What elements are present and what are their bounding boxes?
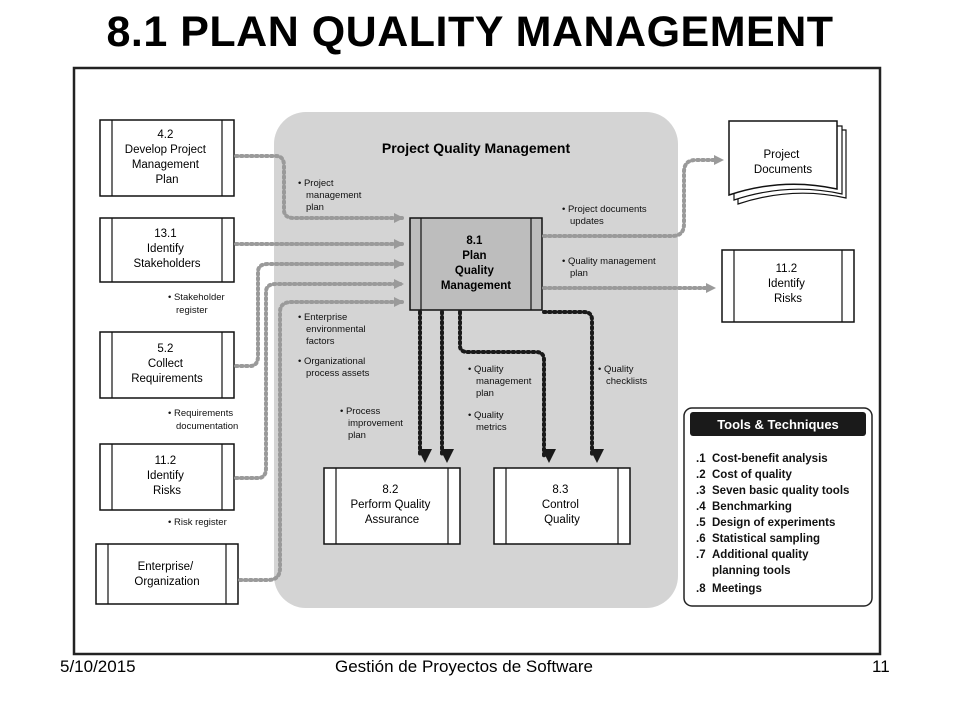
process-box-8-3[interactable] bbox=[494, 468, 630, 544]
slide-title: 8.1 PLAN QUALITY MANAGEMENT bbox=[106, 8, 834, 56]
tools-techniques-heading: Tools & Techniques bbox=[717, 417, 839, 432]
tools-item-4: .4 Benchmarking bbox=[696, 501, 792, 513]
flow-label-project-documents-updates: • Project documents updates bbox=[562, 204, 647, 227]
flow-label-requirements-documentation: • Requirements documentation bbox=[168, 408, 239, 432]
flow-label-quality-management-plan-risk: • Quality management plan bbox=[562, 256, 656, 279]
process-box-4-2[interactable] bbox=[100, 120, 234, 196]
tools-item-8: .8 Meetings bbox=[696, 583, 762, 595]
process-box-13-1[interactable] bbox=[100, 218, 234, 282]
process-line: Identify bbox=[146, 243, 184, 255]
process-line: Collect bbox=[147, 358, 183, 370]
flow-label-opa: • Organizational process assets bbox=[298, 356, 370, 379]
knowledge-area-title: Project Quality Management bbox=[381, 140, 571, 156]
process-box-11-2-output[interactable] bbox=[722, 250, 854, 322]
tools-item-7: .7 Additional quality planning tools bbox=[696, 549, 809, 577]
center-process-line-2: Quality bbox=[454, 265, 494, 277]
footer-page-number: 11 bbox=[872, 657, 890, 676]
process-line: Assurance bbox=[364, 514, 420, 526]
process-number: 11.2 bbox=[775, 263, 798, 275]
flow-label-eef: • Enterprise environmental factors bbox=[298, 312, 366, 347]
process-line: Risks bbox=[152, 485, 182, 497]
flow-label-process-improvement-plan: • Process improvement plan bbox=[340, 406, 403, 441]
process-line: Quality bbox=[544, 514, 580, 526]
process-number: 8.2 bbox=[382, 484, 399, 496]
tools-item-1: .1 Cost-benefit analysis bbox=[696, 453, 828, 465]
process-box-5-2[interactable] bbox=[100, 332, 234, 398]
footer-date: 5/10/2015 bbox=[60, 657, 136, 676]
process-line: Risks bbox=[773, 293, 803, 305]
flow-label-risk-register: • Risk register bbox=[168, 517, 227, 528]
flow-label-quality-metrics: • Quality metrics bbox=[468, 410, 507, 433]
process-number: 8.3 bbox=[552, 484, 569, 496]
process-line: Identify bbox=[146, 470, 184, 482]
center-process-box[interactable] bbox=[410, 218, 542, 310]
process-number: 11.2 bbox=[154, 455, 177, 467]
flow-label-quality-checklists: • Quality checklists bbox=[598, 364, 648, 387]
footer-course-title: Gestión de Proyectos de Software bbox=[335, 657, 593, 676]
flow-label-quality-management-plan: • Quality management plan bbox=[468, 364, 532, 399]
flow-label-pm-plan: • Project management plan bbox=[298, 178, 362, 213]
tools-techniques-box bbox=[684, 408, 872, 606]
center-process-line-3: Management bbox=[440, 280, 512, 292]
center-process-line-1: Plan bbox=[462, 250, 487, 262]
document-line: Documents bbox=[753, 164, 813, 176]
process-line: Requirements bbox=[131, 373, 203, 385]
process-line: Perform Quality bbox=[350, 499, 431, 511]
process-line: Organization bbox=[134, 576, 200, 588]
process-line: Stakeholders bbox=[133, 258, 201, 270]
tools-item-6: .6 Statistical sampling bbox=[696, 533, 821, 545]
process-line: Plan bbox=[155, 174, 179, 186]
process-number: 5.2 bbox=[157, 343, 174, 355]
document-line: Project bbox=[763, 149, 800, 161]
process-line: Develop Project bbox=[124, 144, 206, 156]
process-line: Identify bbox=[767, 278, 805, 290]
process-number: 13.1 bbox=[154, 228, 177, 240]
process-line: Management bbox=[131, 159, 199, 171]
process-box-11-2-input[interactable] bbox=[100, 444, 234, 510]
tools-item-3: .3 Seven basic quality tools bbox=[696, 485, 850, 497]
process-line: Enterprise/ bbox=[137, 561, 194, 573]
flow-label-stakeholder-register: • Stakeholder register bbox=[168, 292, 225, 316]
center-process-number: 8.1 bbox=[466, 235, 483, 247]
process-box-8-2[interactable] bbox=[324, 468, 460, 544]
tools-item-2: .2 Cost of quality bbox=[696, 469, 792, 481]
process-box-enterprise[interactable] bbox=[96, 544, 238, 604]
project-documents-box[interactable] bbox=[729, 121, 846, 204]
tools-item-5: .5 Design of experiments bbox=[696, 517, 836, 529]
process-number: 4.2 bbox=[157, 129, 174, 141]
process-line: Control bbox=[541, 499, 579, 511]
